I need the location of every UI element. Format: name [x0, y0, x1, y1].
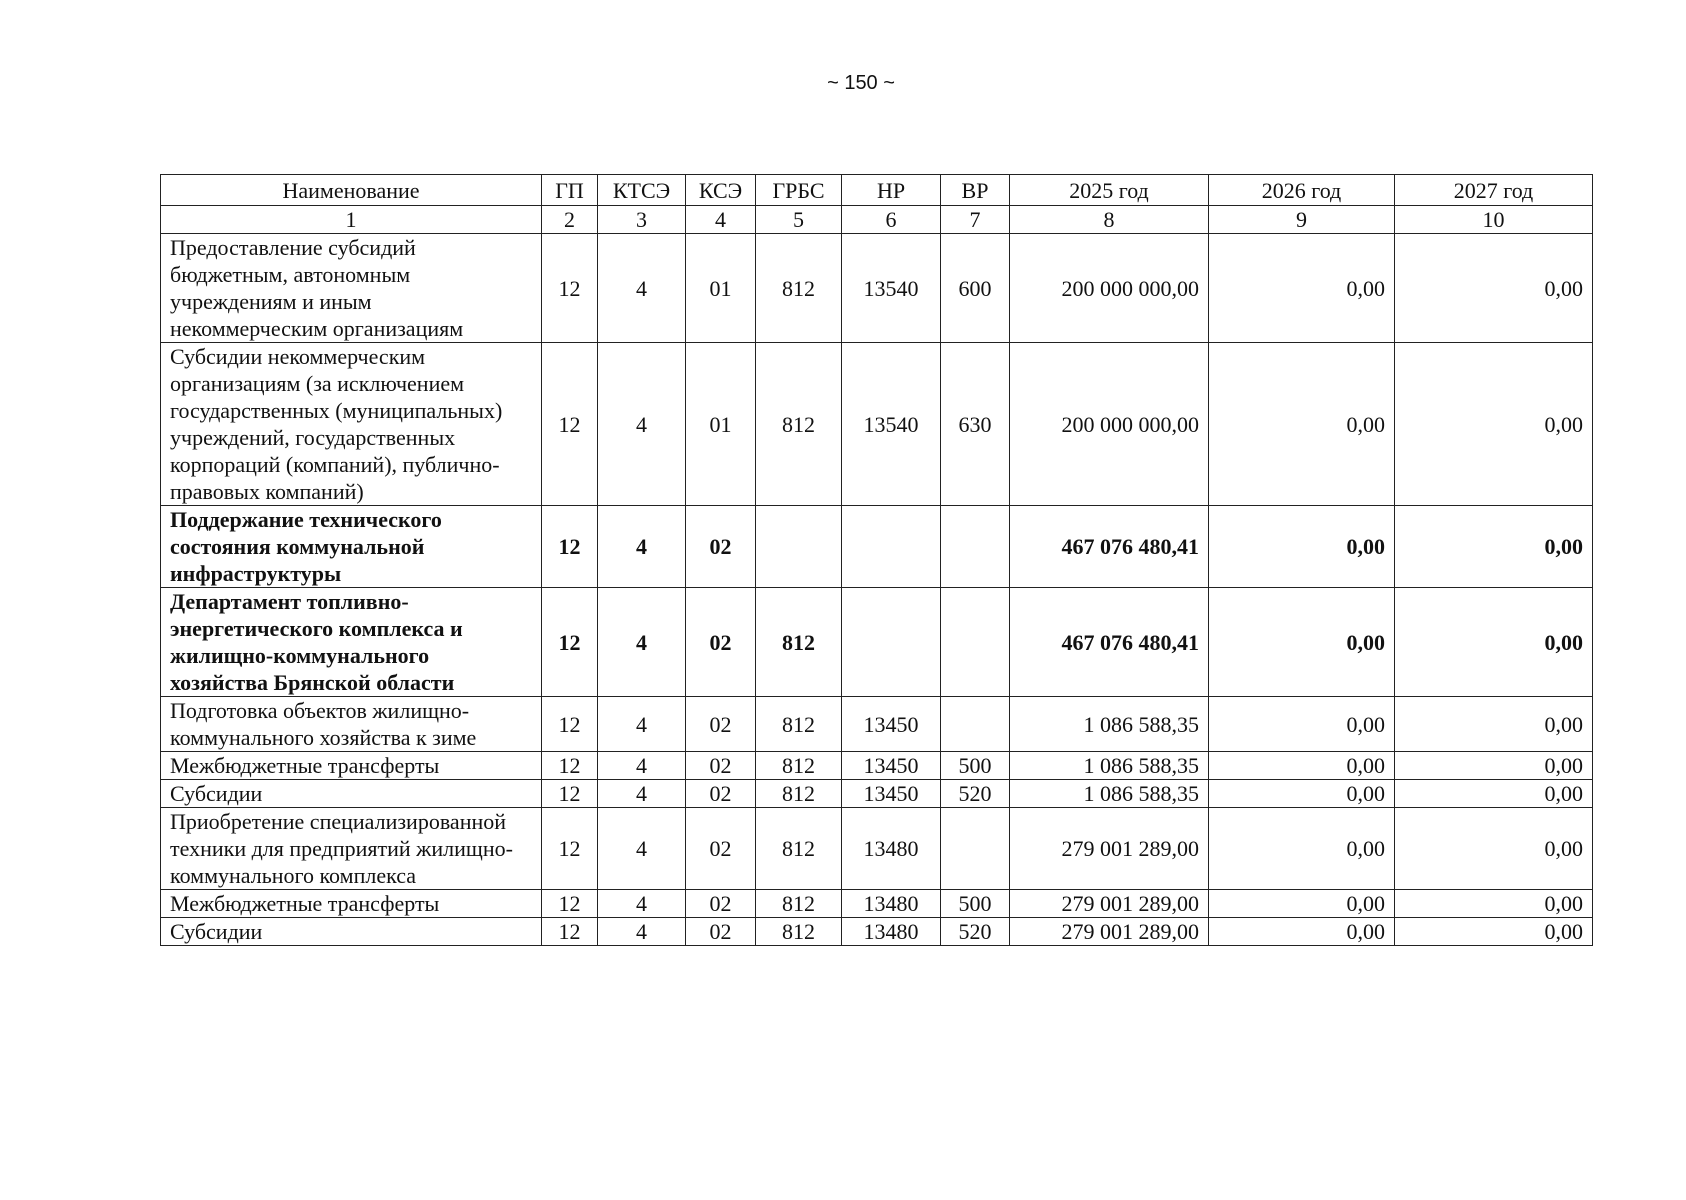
- amount-2027-cell: 0,00: [1395, 890, 1593, 918]
- ktse-cell: 4: [598, 752, 686, 780]
- name-cell: Субсидии: [161, 918, 542, 946]
- column-number: 6: [842, 206, 941, 234]
- vr-cell: [941, 506, 1010, 588]
- name-cell: Департамент топливно-энергетического комплекса и жилищно-коммунального хозяйства Брянской области: [161, 588, 542, 697]
- header-grbs: ГРБС: [756, 175, 842, 206]
- amount-2026-cell: 0,00: [1209, 808, 1395, 890]
- header-vr: ВР: [941, 175, 1010, 206]
- kse-cell: 02: [686, 506, 756, 588]
- vr-cell: 520: [941, 918, 1010, 946]
- ktse-cell: 4: [598, 588, 686, 697]
- kse-cell: 02: [686, 890, 756, 918]
- column-number: 7: [941, 206, 1010, 234]
- table-row: [161, 588, 1593, 697]
- table-row: [161, 234, 1593, 343]
- grbs-cell: 812: [756, 343, 842, 506]
- table-row: [161, 752, 1593, 780]
- header-2025: 2025 год: [1010, 175, 1209, 206]
- table-row: [161, 506, 1593, 588]
- kse-cell: 02: [686, 808, 756, 890]
- vr-cell: [941, 588, 1010, 697]
- ktse-cell: 4: [598, 780, 686, 808]
- amount-2027-cell: 0,00: [1395, 588, 1593, 697]
- amount-2027-cell: 0,00: [1395, 697, 1593, 752]
- grbs-cell: 812: [756, 890, 842, 918]
- amount-2025-cell: 200 000 000,00: [1010, 343, 1209, 506]
- grbs-cell: 812: [756, 808, 842, 890]
- gp-cell: 12: [542, 343, 598, 506]
- header-name: Наименование: [161, 175, 542, 206]
- gp-cell: 12: [542, 780, 598, 808]
- column-number: 4: [686, 206, 756, 234]
- gp-cell: 12: [542, 697, 598, 752]
- kse-cell: 02: [686, 588, 756, 697]
- table-row: [161, 697, 1593, 752]
- column-number: 9: [1209, 206, 1395, 234]
- name-cell: Субсидии: [161, 780, 542, 808]
- gp-cell: 12: [542, 506, 598, 588]
- grbs-cell: 812: [756, 780, 842, 808]
- gp-cell: 12: [542, 890, 598, 918]
- name-cell: Межбюджетные трансферты: [161, 752, 542, 780]
- gp-cell: 12: [542, 808, 598, 890]
- amount-2027-cell: 0,00: [1395, 234, 1593, 343]
- ktse-cell: 4: [598, 918, 686, 946]
- column-number: 5: [756, 206, 842, 234]
- nr-cell: 13450: [842, 752, 941, 780]
- column-number-row: [161, 206, 1593, 234]
- vr-cell: 500: [941, 890, 1010, 918]
- amount-2025-cell: 279 001 289,00: [1010, 890, 1209, 918]
- grbs-cell: 812: [756, 918, 842, 946]
- table-row: [161, 808, 1593, 890]
- name-cell: Предоставление субсидий бюджетным, автономным учреждениям и иным некоммерческим организациям: [161, 234, 542, 343]
- amount-2026-cell: 0,00: [1209, 506, 1395, 588]
- vr-cell: 630: [941, 343, 1010, 506]
- amount-2025-cell: 467 076 480,41: [1010, 588, 1209, 697]
- nr-cell: 13480: [842, 808, 941, 890]
- name-cell: Подготовка объектов жилищно-коммунального хозяйства к зиме: [161, 697, 542, 752]
- nr-cell: 13450: [842, 780, 941, 808]
- vr-cell: 500: [941, 752, 1010, 780]
- kse-cell: 02: [686, 918, 756, 946]
- amount-2027-cell: 0,00: [1395, 752, 1593, 780]
- amount-2026-cell: 0,00: [1209, 343, 1395, 506]
- table-row: [161, 780, 1593, 808]
- kse-cell: 01: [686, 343, 756, 506]
- header-row: [161, 175, 1593, 206]
- grbs-cell: 812: [756, 697, 842, 752]
- table-body: [161, 234, 1593, 946]
- header-2027: 2027 год: [1395, 175, 1593, 206]
- amount-2025-cell: 1 086 588,35: [1010, 752, 1209, 780]
- name-cell: Приобретение специализированной техники для предприятий жилищно-коммунального комплекса: [161, 808, 542, 890]
- amount-2026-cell: 0,00: [1209, 697, 1395, 752]
- grbs-cell: 812: [756, 234, 842, 343]
- table-row: [161, 918, 1593, 946]
- amount-2026-cell: 0,00: [1209, 780, 1395, 808]
- gp-cell: 12: [542, 918, 598, 946]
- table-row: [161, 343, 1593, 506]
- grbs-cell: 812: [756, 752, 842, 780]
- ktse-cell: 4: [598, 890, 686, 918]
- vr-cell: [941, 808, 1010, 890]
- amount-2027-cell: 0,00: [1395, 918, 1593, 946]
- kse-cell: 02: [686, 697, 756, 752]
- nr-cell: 13480: [842, 890, 941, 918]
- column-number: 3: [598, 206, 686, 234]
- nr-cell: 13540: [842, 343, 941, 506]
- column-number: 10: [1395, 206, 1593, 234]
- header-ktse: КТСЭ: [598, 175, 686, 206]
- amount-2026-cell: 0,00: [1209, 918, 1395, 946]
- ktse-cell: 4: [598, 506, 686, 588]
- name-cell: Межбюджетные трансферты: [161, 890, 542, 918]
- nr-cell: 13480: [842, 918, 941, 946]
- column-number: 8: [1010, 206, 1209, 234]
- grbs-cell: 812: [756, 588, 842, 697]
- ktse-cell: 4: [598, 234, 686, 343]
- vr-cell: 520: [941, 780, 1010, 808]
- vr-cell: 600: [941, 234, 1010, 343]
- amount-2025-cell: 279 001 289,00: [1010, 808, 1209, 890]
- kse-cell: 02: [686, 780, 756, 808]
- amount-2026-cell: 0,00: [1209, 752, 1395, 780]
- header-gp: ГП: [542, 175, 598, 206]
- vr-cell: [941, 697, 1010, 752]
- table-row: [161, 890, 1593, 918]
- gp-cell: 12: [542, 588, 598, 697]
- grbs-cell: [756, 506, 842, 588]
- gp-cell: 12: [542, 234, 598, 343]
- amount-2026-cell: 0,00: [1209, 588, 1395, 697]
- ktse-cell: 4: [598, 697, 686, 752]
- name-cell: Субсидии некоммерческим организациям (за исключением государственных (муниципальных) учреждений, государственных корпораций (компаний), публично-правовых компаний): [161, 343, 542, 506]
- nr-cell: [842, 506, 941, 588]
- nr-cell: [842, 588, 941, 697]
- page-number: ~ 150 ~: [827, 72, 895, 94]
- header-nr: НР: [842, 175, 941, 206]
- kse-cell: 01: [686, 234, 756, 343]
- amount-2025-cell: 1 086 588,35: [1010, 697, 1209, 752]
- column-number: 2: [542, 206, 598, 234]
- amount-2027-cell: 0,00: [1395, 343, 1593, 506]
- column-number: 1: [161, 206, 542, 234]
- nr-cell: 13450: [842, 697, 941, 752]
- amount-2027-cell: 0,00: [1395, 808, 1593, 890]
- ktse-cell: 4: [598, 808, 686, 890]
- amount-2025-cell: 467 076 480,41: [1010, 506, 1209, 588]
- name-cell: Поддержание технического состояния коммунальной инфраструктуры: [161, 506, 542, 588]
- ktse-cell: 4: [598, 343, 686, 506]
- budget-table: [160, 174, 1593, 946]
- amount-2027-cell: 0,00: [1395, 780, 1593, 808]
- amount-2026-cell: 0,00: [1209, 234, 1395, 343]
- amount-2026-cell: 0,00: [1209, 890, 1395, 918]
- gp-cell: 12: [542, 752, 598, 780]
- amount-2025-cell: 279 001 289,00: [1010, 918, 1209, 946]
- amount-2025-cell: 200 000 000,00: [1010, 234, 1209, 343]
- amount-2027-cell: 0,00: [1395, 506, 1593, 588]
- nr-cell: 13540: [842, 234, 941, 343]
- amount-2025-cell: 1 086 588,35: [1010, 780, 1209, 808]
- header-2026: 2026 год: [1209, 175, 1395, 206]
- kse-cell: 02: [686, 752, 756, 780]
- header-kse: КСЭ: [686, 175, 756, 206]
